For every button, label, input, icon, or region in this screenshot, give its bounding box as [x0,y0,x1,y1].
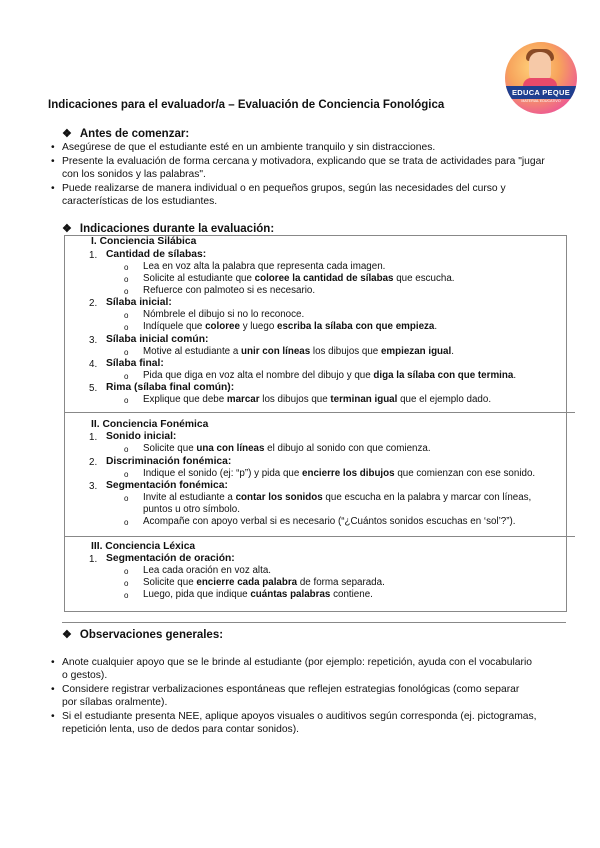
logo-brand: EDUCA PEQUE [505,86,577,99]
sub-bullet-icon: o [124,372,129,381]
instruction: Acompañe con apoyo verbal si es necesario (“¿Cuántos sonidos escuchas en ‘sol’?”). [143,516,516,527]
sub-bullet-icon: o [124,470,129,479]
instruction: Motive al estudiante a unir con líneas los dibujos que empiezan igual. [143,346,454,357]
sub-bullet-icon: o [124,275,129,284]
section-antes-heading: ❖ Antes de comenzar: [62,128,190,140]
instruction: puntos u otro símbolo. [143,504,240,515]
bullet-icon: • [51,684,55,695]
divider [64,536,575,537]
bullet-icon: • [51,183,55,194]
diamond-icon: ❖ [62,223,72,235]
divider [64,412,575,413]
instruction: Lea cada oración en voz alta. [143,565,271,576]
sub-bullet-icon: o [124,287,129,296]
list-item: • Asegúrese de que el estudiante esté en un ambiente tranquilo y sin distracciones. [51,142,436,153]
item-label: Segmentación fonémica: [106,480,228,491]
instruction: Solicite que encierre cada palabra de forma separada. [143,577,385,588]
bullet-icon: • [51,657,55,668]
instruction: Nómbrele el dibujo si no lo reconoce. [143,309,305,320]
list-item: • Si el estudiante presenta NEE, aplique apoyos visuales o auditivos según corresponda (ej. pictogramas, repetición lenta, uso de dedos para contar sonidos). [51,711,537,735]
section-durante-heading: ❖ Indicaciones durante la evaluación: [62,223,275,235]
item-label: Discriminación fonémica: [106,456,232,467]
instruction: Lea en voz alta la palabra que representa cada imagen. [143,261,386,272]
sub-bullet-icon: o [124,579,129,588]
subsection-title: I. Conciencia Silábica [91,236,197,247]
instruction: Luego, pida que indique cuántas palabras contiene. [143,589,373,600]
bullet-icon: • [51,711,55,722]
educa-peque-logo [505,42,577,114]
list-item: • Anote cualquier apoyo que se le brinde al estudiante (por ejemplo: repetición, ayuda con el vocabulario o gestos). [51,657,532,681]
sub-bullet-icon: o [124,591,129,600]
sub-bullet-icon: o [124,567,129,576]
sub-bullet-icon: o [124,494,129,503]
subsection-title: III. Conciencia Léxica [91,541,196,552]
instruction: Indique el sonido (ej: “p”) y pida que encierre los dibujos que comienzan con ese sonido. [143,468,536,479]
diamond-icon: ❖ [62,629,72,641]
sub-bullet-icon: o [124,311,129,320]
item-label: Sílaba final: [106,358,164,369]
instruction: Invite al estudiante a contar los sonidos que escucha en la palabra y marcar con líneas, [143,492,532,503]
page-title: Indicaciones para el evaluador/a – Evaluación de Conciencia Fonológica [48,99,445,111]
diamond-icon: ❖ [62,128,72,140]
instruction: Refuerce con palmoteo si es necesario. [143,285,316,296]
instruction: Solicite que una con líneas el dibujo al sonido con que comienza. [143,443,431,454]
sub-bullet-icon: o [124,445,129,454]
bullet-icon: • [51,156,55,167]
item-label: Segmentación de oración: [106,553,235,564]
instruction: Solicite al estudiante que coloree la cantidad de sílabas que escucha. [143,273,455,284]
instruction: Pida que diga en voz alta el nombre del dibujo y que diga la sílaba con que termina. [143,370,517,381]
list-item: • Considere registrar verbalizaciones espontáneas que reflejen estrategias fonológicas (como separar por sílabas oralmente). [51,684,520,708]
section-obs-heading: ❖ Observaciones generales: [62,629,224,641]
item-label: Sonido inicial: [106,431,177,442]
item-label: Rima (sílaba final común): [106,382,235,393]
instruction: Indíquele que coloree y luego escriba la sílaba con que empieza. [143,321,438,332]
subsection-title: II. Conciencia Fonémica [91,419,209,430]
item-label: Sílaba inicial común: [106,334,209,345]
list-item: • Presente la evaluación de forma cercana y motivadora, explicando que se trata de actividades para "jugar con los sonidos y las palabras". [51,156,545,180]
logo-tagline: MATERIAL EDUCATIVO [521,99,561,103]
bullet-icon: • [51,142,55,153]
instruction: Explique que debe marcar los dibujos que terminan igual que el ejemplo dado. [143,394,492,405]
sub-bullet-icon: o [124,348,129,357]
sub-bullet-icon: o [124,396,129,405]
item-label: Sílaba inicial: [106,297,172,308]
logo-face [529,52,551,80]
divider [62,622,566,623]
sub-bullet-icon: o [124,518,129,527]
sub-bullet-icon: o [124,263,129,272]
item-label: Cantidad de sílabas: [106,249,207,260]
list-item: • Puede realizarse de manera individual o en pequeños grupos, según las necesidades del curso y características de los estudiantes. [51,183,506,207]
sub-bullet-icon: o [124,323,129,332]
